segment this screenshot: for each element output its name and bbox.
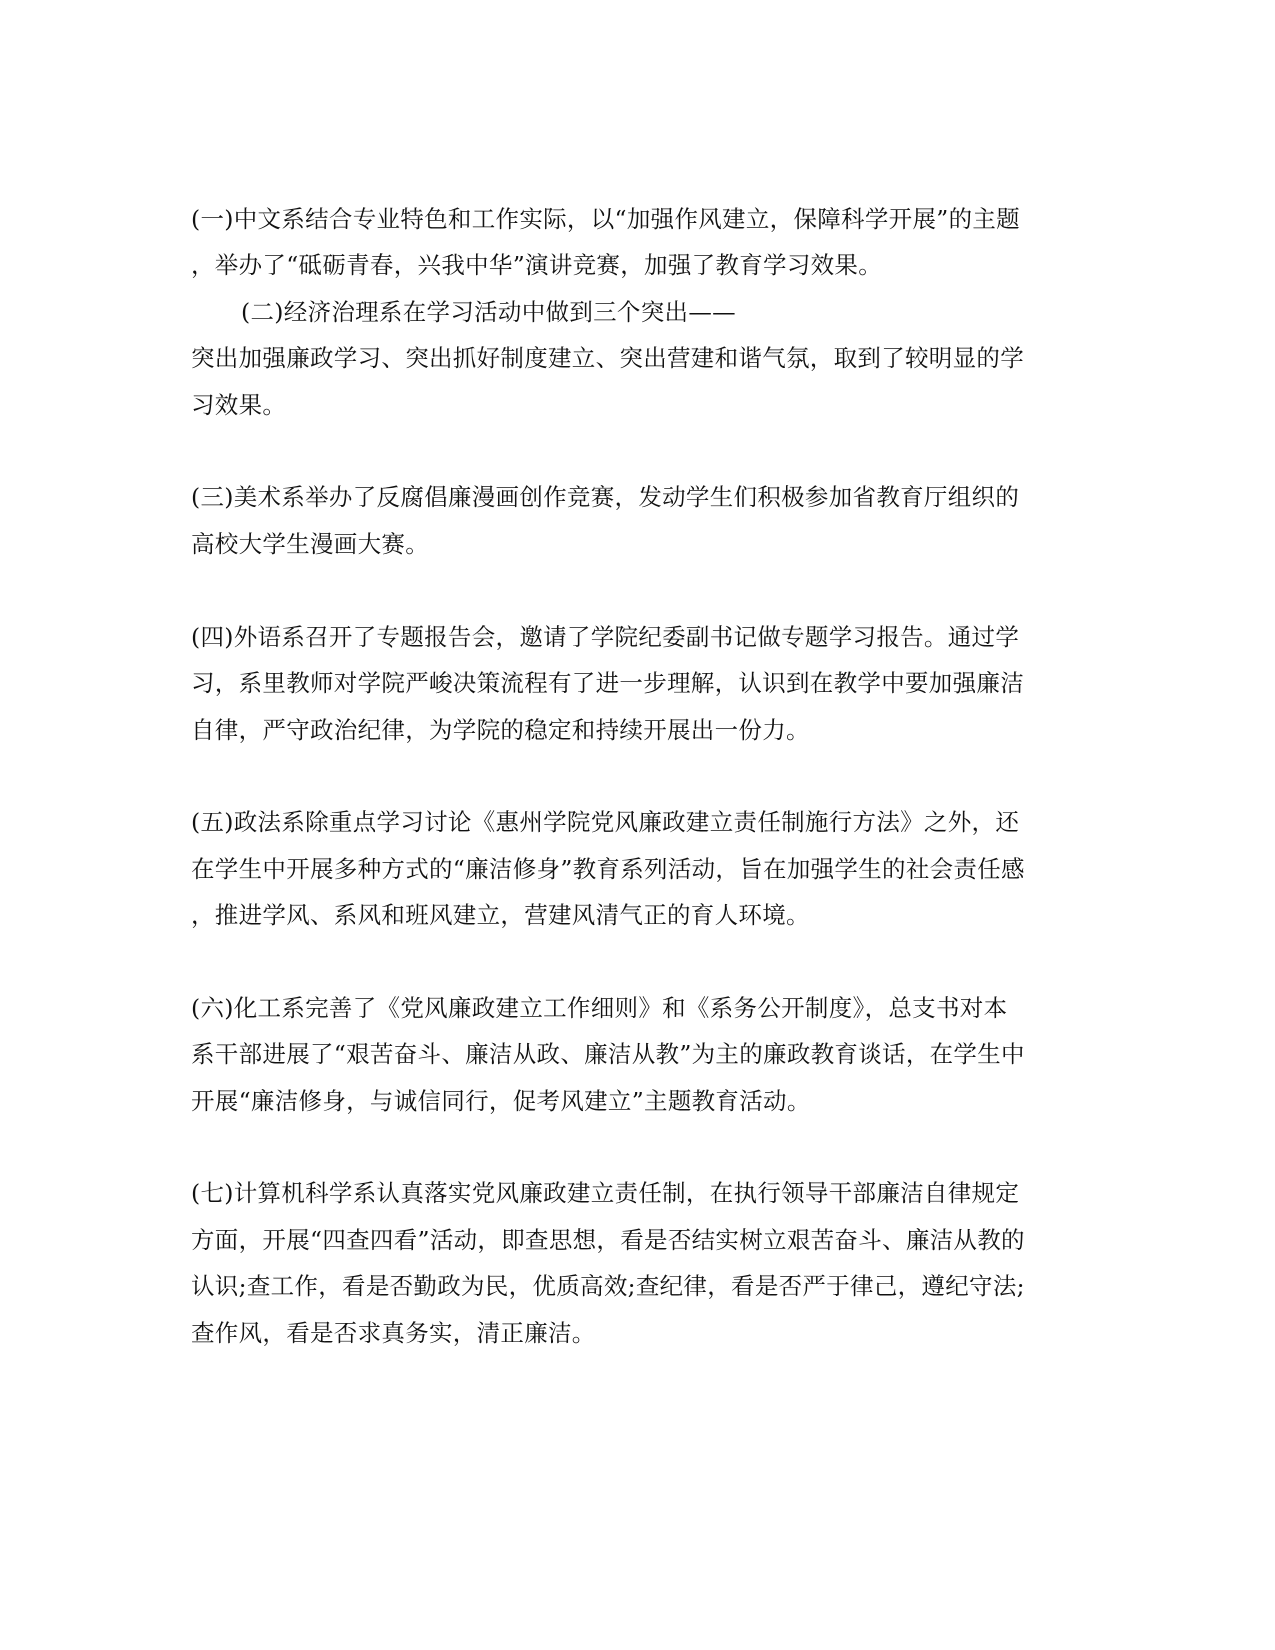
paragraph-6-line-2: 系干部进展了“艰苦奋斗、廉洁从政、廉洁从教”为主的廉政教育谈话，在学生中 [191,1040,1025,1068]
paragraph-5-line-1: (五)政法系除重点学习讨论《惠州学院党风廉政建立责任制施行方法》之外，还 [191,808,1020,836]
paragraph-7-line-1: (七)计算机科学系认真落实党风廉政建立责任制，在执行领导干部廉洁自律规定 [191,1179,1020,1207]
paragraph-2-line-1: (二)经济治理系在学习活动中做到三个突出—— [241,298,736,326]
paragraph-5-line-2: 在学生中开展多种方式的“廉洁修身”教育系列活动，旨在加强学生的社会责任感 [191,855,1025,883]
paragraph-4-line-2: 习，系里教师对学院严峻决策流程有了进一步理解，认识到在教学中要加强廉洁 [191,669,1024,697]
paragraph-5-line-3: ，推进学风、系风和班风建立，营建风清气正的育人环境。 [191,901,810,929]
paragraph-3-line-1: (三)美术系举办了反腐倡廉漫画创作竞赛，发动学生们积极参加省教育厅组织的 [191,483,1020,511]
paragraph-3-line-2: 高校大学生漫画大赛。 [191,530,429,558]
paragraph-7-line-3: 认识;查工作，看是否勤政为民，优质高效;查纪律，看是否严于律己，遵纪守法; [191,1272,1025,1300]
paragraph-7-line-2: 方面，开展“四查四看”活动，即查思想，看是否结实树立艰苦奋斗、廉洁从教的 [191,1226,1025,1254]
paragraph-1-line-2: ，举办了“砥砺青春，兴我中华”演讲竞赛，加强了教育学习效果。 [191,251,883,279]
paragraph-2-line-3: 习效果。 [191,391,287,419]
paragraph-4-line-1: (四)外语系召开了专题报告会，邀请了学院纪委副书记做专题学习报告。通过学 [191,623,1020,651]
paragraph-7-line-4: 查作风，看是否求真务实，清正廉洁。 [191,1319,596,1347]
paragraph-2-line-2: 突出加强廉政学习、突出抓好制度建立、突出营建和谐气氛，取到了较明显的学 [191,344,1024,372]
paragraph-4-line-3: 自律，严守政治纪律，为学院的稳定和持续开展出一份力。 [191,716,810,744]
paragraph-1-line-1: (一)中文系结合专业特色和工作实际，以“加强作风建立，保障科学开展”的主题 [191,205,1020,233]
paragraph-6-line-3: 开展“廉洁修身，与诚信同行，促考风建立”主题教育活动。 [191,1087,811,1115]
paragraph-6-line-1: (六)化工系完善了《党风廉政建立工作细则》和《系务公开制度》，总支书对本 [191,994,1008,1022]
